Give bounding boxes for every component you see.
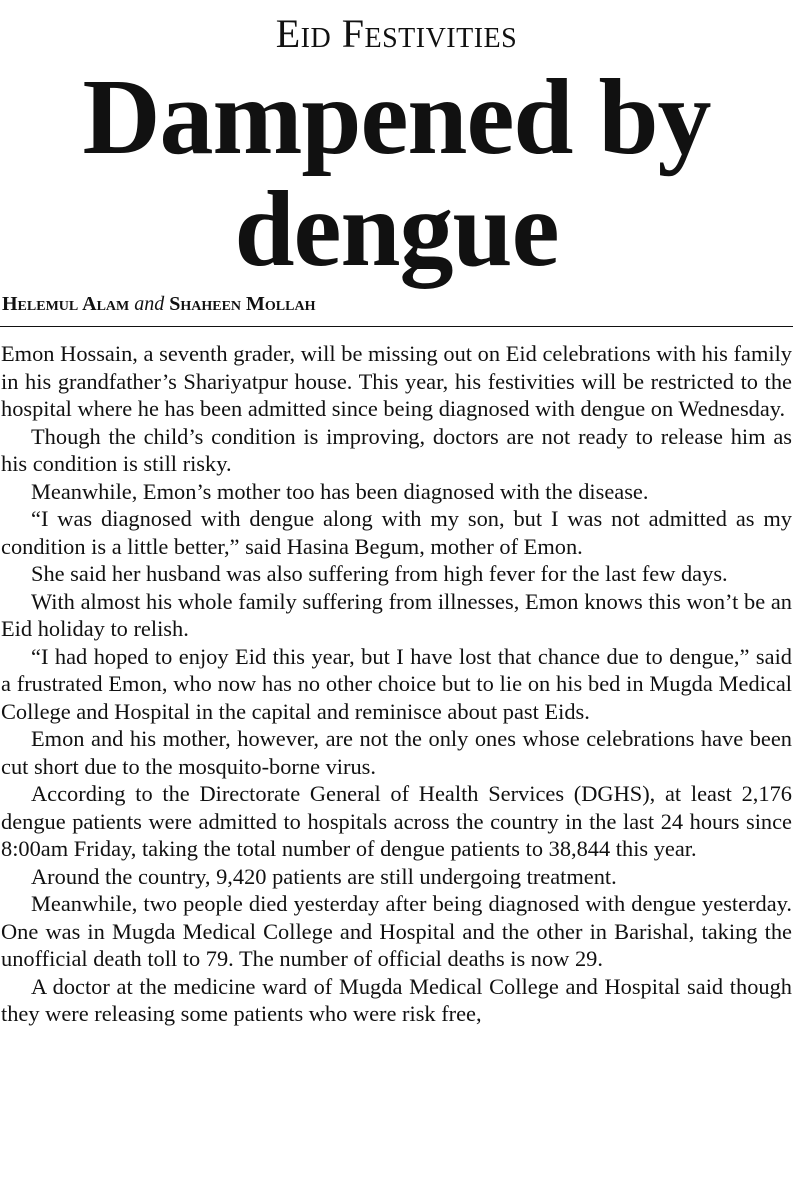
article-paragraph: Meanwhile, two people died yesterday after being diagnosed with dengue yesterday. One was in Mugda Medical College and Hospital and the other in Barishal, taking the unofficial death toll to 79. The number of official deaths is now 29. bbox=[1, 891, 792, 971]
byline-author-1: Helemul Alam bbox=[2, 293, 130, 315]
headline-line-2: dengue bbox=[234, 170, 559, 289]
article-paragraph: Emon Hossain, a seventh grader, will be missing out on Eid celebrations with his family in his grandfather’s Shariyatpur house. This year, his festivities will be restricted to the hospital where he has been admitted since being diagnosed with dengue on Wednesday. bbox=[1, 341, 792, 421]
article-paragraph: Though the child’s condition is improving, doctors are not ready to release him as his condition is still risky. bbox=[1, 423, 792, 476]
headline-line-1: Dampened by bbox=[82, 58, 711, 177]
article-body bbox=[1, 340, 792, 1177]
article-paragraph: Emon and his mother, however, are not the only ones whose celebrations have been cut short due to the mosquito-borne virus. bbox=[1, 726, 792, 779]
article-paragraph: According to the Directorate General of Health Services (DGHS), at least 2,176 dengue patients were admitted to hospitals across the country in the last 24 hours since 8:00am Friday, taking the total number of dengue patients to 38,844 this year. bbox=[1, 781, 792, 861]
article-paragraph: Meanwhile, Emon’s mother too has been diagnosed with the disease. bbox=[31, 478, 649, 504]
article-paragraph: “I was diagnosed with dengue along with my son, but I was not admitted as my condition is a little better,” said Hasina Begum, mother of Emon. bbox=[1, 506, 792, 559]
article-paragraph: A doctor at the medicine ward of Mugda Medical College and Hospital said though they were releasing some patients who were risk free, bbox=[1, 973, 792, 1026]
article-paragraph: Around the country, 9,420 patients are still undergoing treatment. bbox=[31, 863, 617, 889]
byline bbox=[2, 292, 315, 316]
byline-divider bbox=[0, 326, 793, 327]
byline-conjunction: and bbox=[134, 293, 165, 315]
byline-author-2: Shaheen Mollah bbox=[169, 293, 316, 315]
section-kicker: Eid Festivities bbox=[275, 11, 518, 56]
article-paragraph: She said her husband was also suffering from high fever for the last few days. bbox=[31, 561, 728, 586]
article-paragraph: With almost his whole family suffering from illnesses, Emon knows this won’t be an Eid holiday to relish. bbox=[1, 588, 792, 641]
headline bbox=[0, 58, 793, 289]
article-paragraph: “I had hoped to enjoy Eid this year, but I have lost that chance due to dengue,” said a frustrated Emon, who now has no other choice but to lie on his bed in Mugda Medical College and Hospital in the capital and reminisce about past Eids. bbox=[1, 643, 792, 724]
